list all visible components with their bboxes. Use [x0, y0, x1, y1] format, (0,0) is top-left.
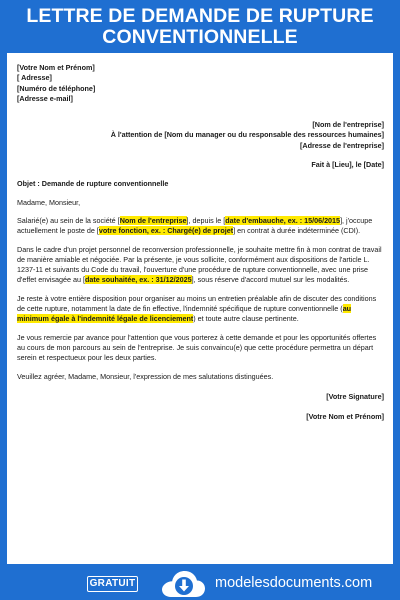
recipient-address: [Adresse de l'entreprise] — [300, 140, 384, 150]
p1-highlight-company: Nom de l'entreprise — [119, 215, 187, 225]
subject-line: Objet : Demande de rupture conventionnelle — [17, 179, 169, 189]
p1-highlight-position: votre fonction, ex. : Chargé(e) de projet — [98, 226, 234, 236]
sender-phone: [Numéro de téléphone] — [17, 83, 96, 93]
paragraph-2 — [17, 245, 384, 286]
p1-text-2: ], depuis le [ — [186, 215, 226, 225]
p2-text-1: Dans le cadre d'un projet personnel de reconversion professionnelle, je souhaite mettre fin à mon contrat de travail de manière amiable et négociée. Par la présente, je vous sollicite, conformément aux dispositions de l'article L. 1237-11 et suivants du Code du travail, l'ouverture d'une procédure de rupture conventionnelle, avec une prise d'effet envisagée au [ — [17, 244, 382, 285]
greeting: Madame, Monsieur, — [17, 197, 81, 207]
paragraph-1 — [17, 216, 384, 237]
signature: [Votre Signature] — [326, 391, 384, 401]
recipient-block — [17, 120, 384, 151]
title-line-1: LETTRE DE DEMANDE DE RUPTURE — [26, 5, 374, 27]
title-line-2: CONVENTIONNELLE — [102, 26, 298, 48]
paragraph-4: Je vous remercie par avance pour l'attention que vous porterez à cette demande et pour les opportunités offertes au cours de mon parcours au sein de l'entreprise. Je suis convaincu(e) que cette procédure permettra un départ serein et respectueux pour les deux parties. — [17, 332, 377, 363]
site-link[interactable]: modelesdocuments.com — [215, 575, 373, 591]
footer-bar — [0, 568, 400, 600]
paragraph-3 — [17, 294, 384, 325]
recipient-company: [Nom de l'entreprise] — [312, 120, 384, 130]
sender-name: [Votre Nom et Prénom] — [17, 63, 95, 72]
p2-highlight-date: date souhaitée, ex. : 31/12/2025 — [84, 275, 192, 285]
p3-text-2: ) et toute autre clause pertinente. — [193, 314, 299, 324]
page-title — [0, 6, 400, 48]
p3-text-1: Je reste à votre entière disposition pour organiser au moins un entretien préalable afin de discuter des conditions de cette rupture, notamment la date de fin effective, l'indemnité spécifique de rupture conventionnelle ( — [17, 293, 377, 314]
p1-text-4: ] en contrat à durée indéterminée (CDI). — [233, 226, 361, 236]
signature-name: [Votre Nom et Prénom] — [306, 412, 384, 422]
paragraph-5: Veuillez agréer, Madame, Monsieur, l'expression de mes salutations distinguées. — [17, 371, 274, 381]
sender-email: [Adresse e-mail] — [17, 93, 73, 103]
gratuit-badge[interactable]: GRATUIT — [87, 576, 138, 592]
sender-block — [17, 63, 384, 104]
recipient-attention: À l'attention de [Nom du manager ou du responsable des ressources humaines] — [110, 130, 384, 140]
p3-highlight-indemnity: au minimum égale à l'indemnité légale de licenciement — [17, 304, 352, 324]
sender-address: [ Adresse] — [17, 73, 52, 83]
p1-text-3: ], j'occupe actuellement le poste de [ — [17, 215, 373, 236]
letter-document — [7, 53, 393, 564]
p2-text-2: ], sous réserve d'accord mutuel sur les modalités. — [191, 275, 350, 285]
place-date: Fait à [Lieu], le [Date] — [311, 160, 384, 170]
p1-highlight-hire-date: date d'embauche, ex. : 15/06/2015 — [225, 215, 341, 225]
cloud-download-icon[interactable] — [160, 570, 206, 600]
p1-text-1: Salarié(e) au sein de la société [ — [17, 215, 120, 225]
